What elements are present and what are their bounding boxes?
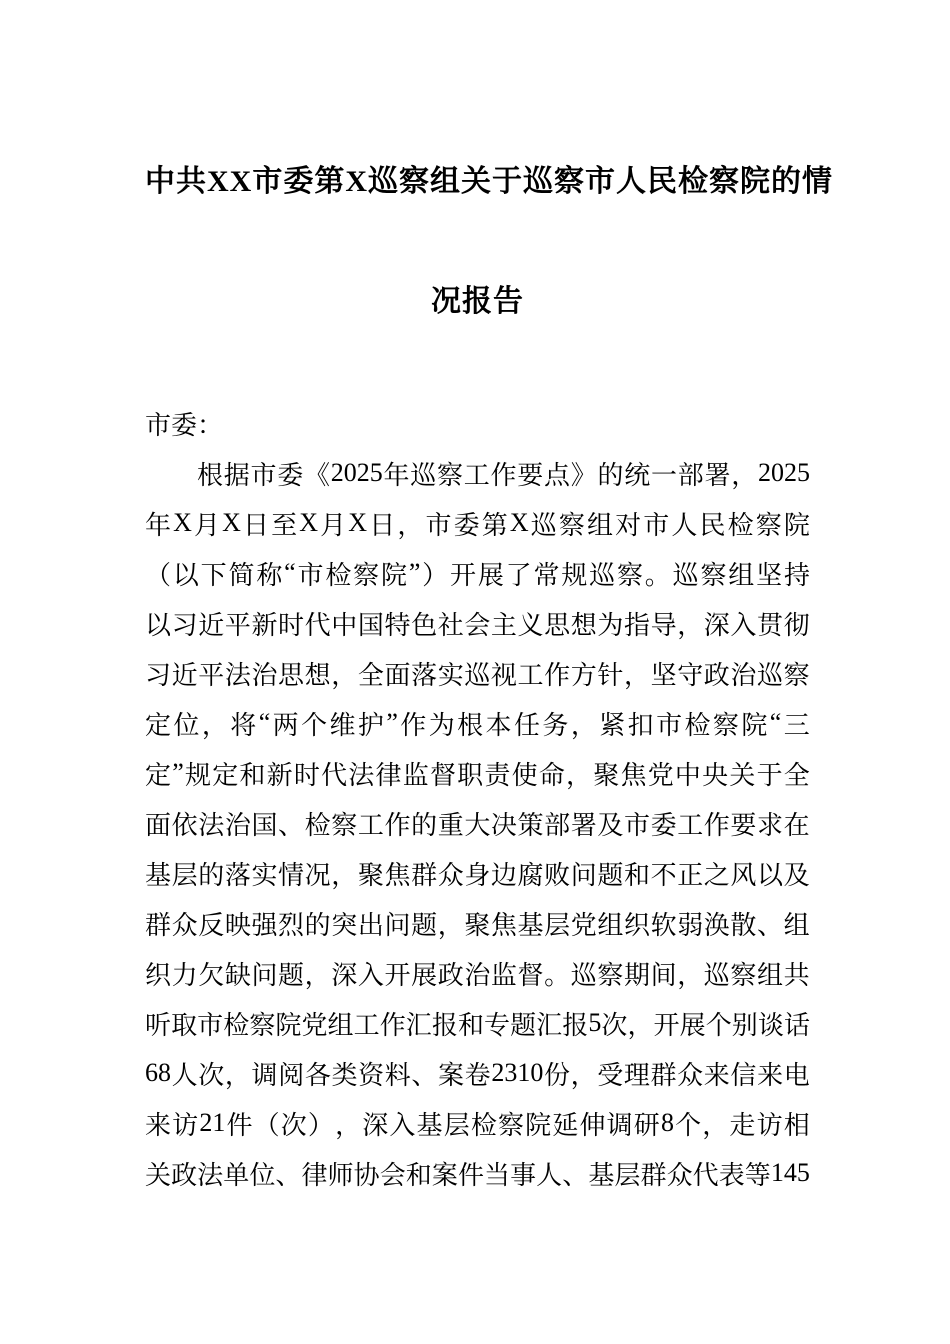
text-line: 定 ” 规 定 和 新 时 代 法 律 监 督 职 责 使 命 ， 聚 焦 党 中 央 关 于 全 [145,758,810,790]
text-line: 根 据 市 委 《 2025 年 巡 察 工 作 要 点 》 的 统 一 部 署 ， 2025 [197,458,810,490]
text-line: 织 力 欠 缺 问 题 ， 深 入 开 展 政 治 监 督 。 巡 察 期 间 ， 巡 察 组 共 [145,960,810,990]
document-title-line1: 中共XX市委第X巡察组关于巡察市人民检察院的情 [145,165,833,198]
text-line: 年 X 月 X 日 至 X 月 X 日 ， 市 委 第 X 巡 察 组 对 市 人 民 检 察 院 [145,508,810,540]
document-title-line2: 况报告 [431,285,524,318]
text-line: 以 习 近 平 新 时 代 中 国 特 色 社 会 主 义 思 想 为 指 导 ， 深 入 贯 彻 [145,610,810,640]
text-line: 68 人 次 ， 调 阅 各 类 资 料 、 案 卷 2310 份 ， 受 理 群 众 来 信 来 电 [145,1058,810,1090]
text-line: 关 政 法 单 位 、 律 师 协 会 和 案 件 当 事 人 、 基 层 群 众 代 表 等 145 [145,1158,810,1190]
text-line: 基 层 的 落 实 情 况 ， 聚 焦 群 众 身 边 腐 败 问 题 和 不 正 之 风 以 及 [145,860,810,890]
text-line: 群 众 反 映 强 烈 的 突 出 问 题 ， 聚 焦 基 层 党 组 织 软 弱 涣 散 、 组 [145,910,810,940]
text-line: 定 位 ， 将 “ 两 个 维 护 ” 作 为 根 本 任 务 ， 紧 扣 市 检 察 院 “ 三 [145,708,810,740]
text-line: 市委： [145,410,224,440]
text-line: （ 以 下 简 称 “ 市 检 察 院 ” ） 开 展 了 常 规 巡 察 。 巡 察 组 坚 持 [145,558,810,590]
text-line: 习 近 平 法 治 思 想 ， 全 面 落 实 巡 视 工 作 方 针 ， 坚 守 政 治 巡 察 [145,660,810,690]
document-body [145,398,810,1198]
text-line: 面 依 法 治 国 、 检 察 工 作 的 重 大 决 策 部 署 及 市 委 工 作 要 求 在 [145,810,810,840]
text-line: 来 访 21 件 （ 次 ） ， 深 入 基 层 检 察 院 延 伸 调 研 8 个 ， 走 访 相 [145,1108,810,1140]
text-line: 听 取 市 检 察 院 党 组 工 作 汇 报 和 专 题 汇 报 5 次 ， 开 展 个 别 谈 话 [145,1008,810,1040]
